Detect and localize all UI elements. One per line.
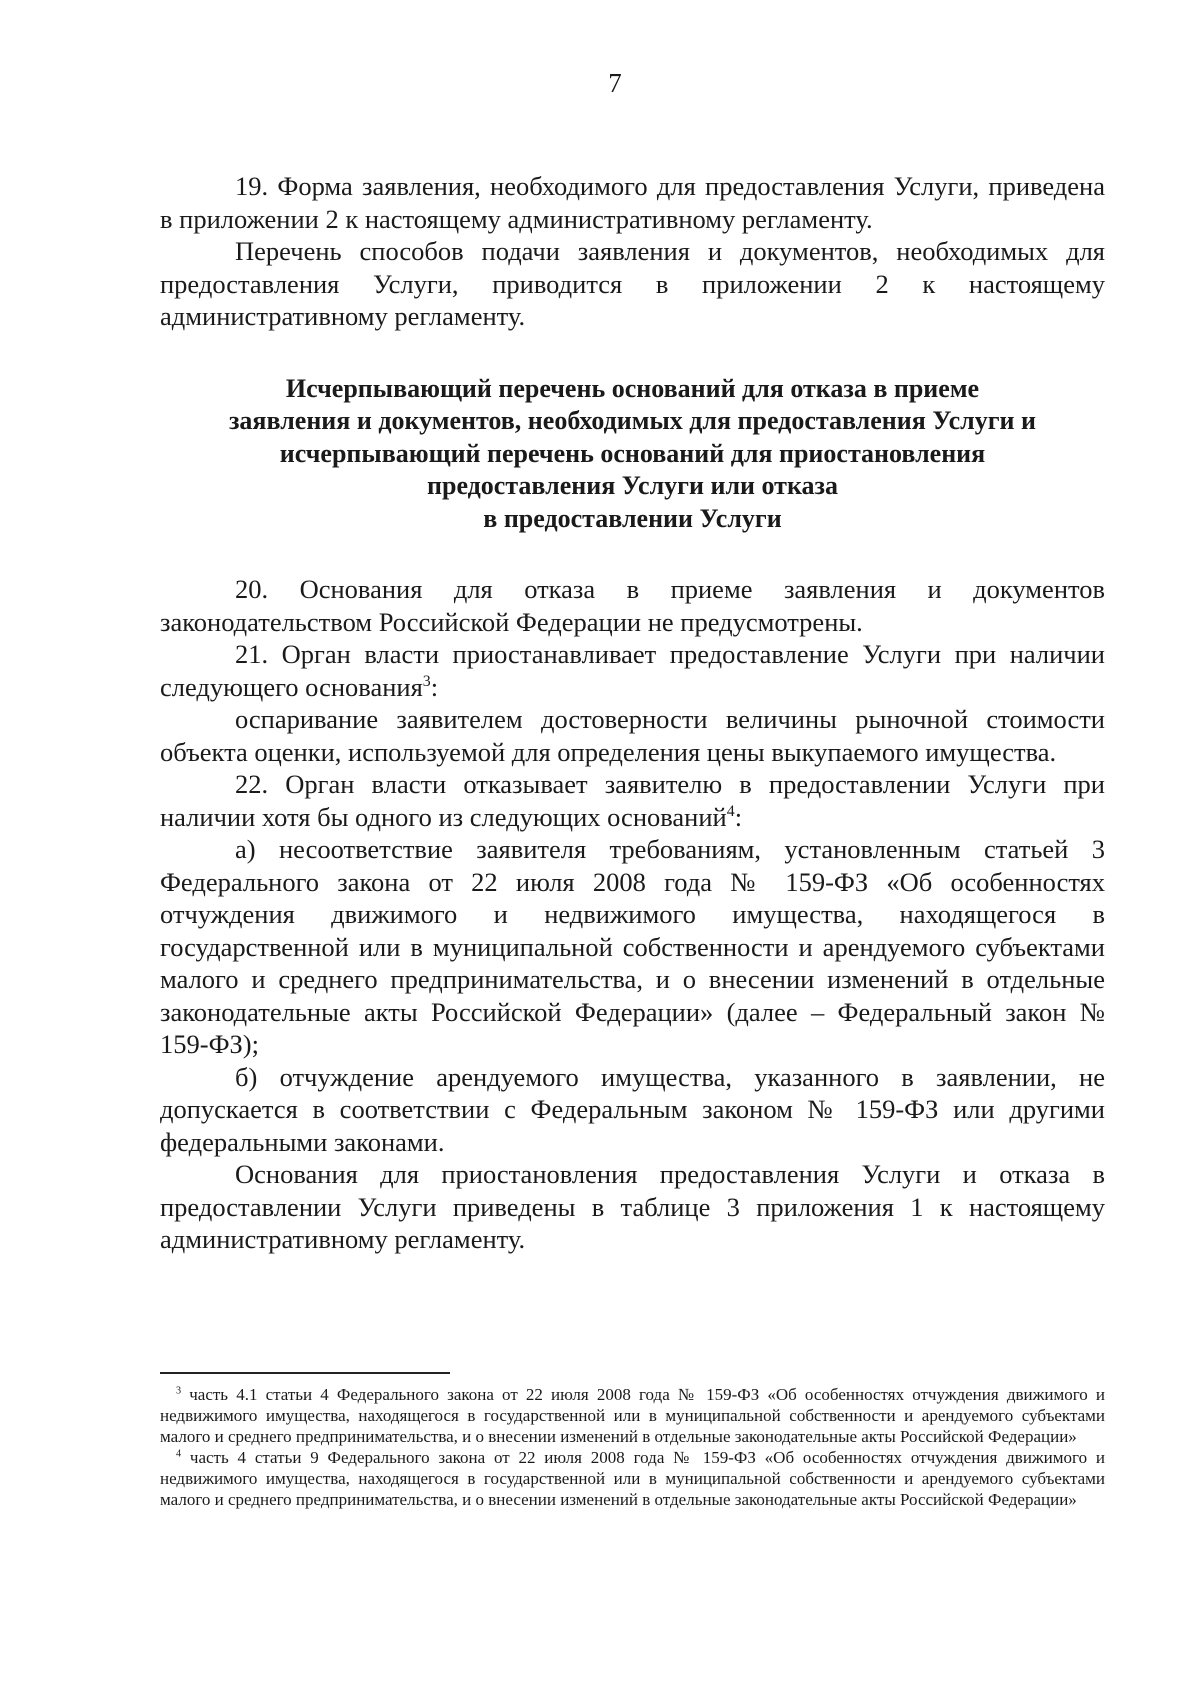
section-heading — [160, 373, 1105, 536]
paragraph-21-colon: : — [430, 671, 439, 702]
paragraph-21-ground: оспаривание заявителем достоверности величины рыночной стоимости объекта оценки, используемой для определения цены выкупаемого имущества. — [160, 704, 1105, 767]
paragraph-20: 20. Основания для отказа в приеме заявления и документов законодательством Российской Федерации не предусмотрены. — [160, 574, 1105, 637]
heading-line-4: предоставления Услуги или отказа — [427, 471, 838, 500]
footnote-mark-3: 3 — [176, 1385, 182, 1397]
paragraph-22-item-b: б) отчуждение арендуемого имущества, указанного в заявлении, не допускается в соответствии с Федеральным законом № 159-ФЗ или другими федеральными законами. — [160, 1061, 1105, 1157]
footnote-divider — [160, 1372, 450, 1374]
footnotes — [160, 1384, 1105, 1510]
footnote-3 — [160, 1384, 1105, 1447]
paragraph-22-text: 22. Орган власти отказывает заявителю в предоставлении Услуги при наличии хотя бы одного из следующих оснований — [160, 769, 1105, 832]
paragraph-22-item-a: а) несоответствие заявителя требованиям, установленным статьей 3 Федерального закона от 22 июля 2008 года № 159-ФЗ «Об особенностях отчуждения движимого и недвижимого имущества, находящегося в государственной или в муниципальной собственности и арендуемого субъектами малого и среднего предпринимательства, и о внесении изменений в отдельные законодательные акты Российской Федерации» (далее – Федеральный закон № 159-ФЗ); — [160, 834, 1105, 1059]
paragraph-21 — [160, 638, 1105, 703]
footnote-4 — [160, 1447, 1105, 1510]
footnote-mark-4: 4 — [176, 1448, 182, 1460]
paragraph-22-grounds-table-ref: Основания для приостановления предоставления Услуги и отказа в предоставлении Услуги приведены в таблице 3 приложения 1 к настоящему административному регламенту. — [160, 1159, 1105, 1254]
footnote-ref-3: 3 — [422, 672, 431, 690]
paragraph-19-submission-methods: Перечень способов подачи заявления и документов, необходимых для предоставления Услуги, приводится в приложении 2 к настоящему административному регламенту. — [160, 236, 1105, 331]
paragraph-21-text: 21. Орган власти приостанавливает предоставление Услуги при наличии следующего основания — [160, 639, 1105, 702]
heading-line-1: Исчерпывающий перечень оснований для отказа в приеме — [285, 373, 980, 403]
footnote-4-text: часть 4 статьи 9 Федерального закона от 22 июля 2008 года № 159-ФЗ «Об особенностях отчуждения движимого и недвижимого имущества, находящегося в государственной или в муниципальной собственности и арендуемого субъектами малого и среднего предпринимательства, и о внесении изменений в отдельные законодательные акты Российской Федерации» — [160, 1448, 1105, 1509]
paragraph-22-colon: : — [734, 801, 743, 832]
footnote-3-text: часть 4.1 статьи 4 Федерального закона от 22 июля 2008 года № 159-ФЗ «Об особенностях отчуждения движимого и недвижимого имущества, находящегося в государственной или в муниципальной собственности и арендуемого субъектами малого и среднего предпринимательства, и о внесении изменений в отдельные законодательные акты Российской Федерации» — [160, 1385, 1105, 1446]
page-number: 7 — [608, 68, 622, 98]
paragraph-22 — [160, 768, 1105, 833]
paragraph-19: 19. Форма заявления, необходимого для предоставления Услуги, приведена в приложении 2 к настоящему административному регламенту. — [160, 171, 1105, 234]
document-body — [160, 170, 1105, 1256]
footnote-ref-4: 4 — [726, 802, 735, 820]
heading-line-5: в предоставлении Услуги — [483, 503, 782, 533]
heading-line-2: заявления и документов, необходимых для предоставления Услуги и — [228, 406, 1036, 435]
heading-line-3: исчерпывающий перечень оснований для приостановления — [279, 438, 986, 468]
